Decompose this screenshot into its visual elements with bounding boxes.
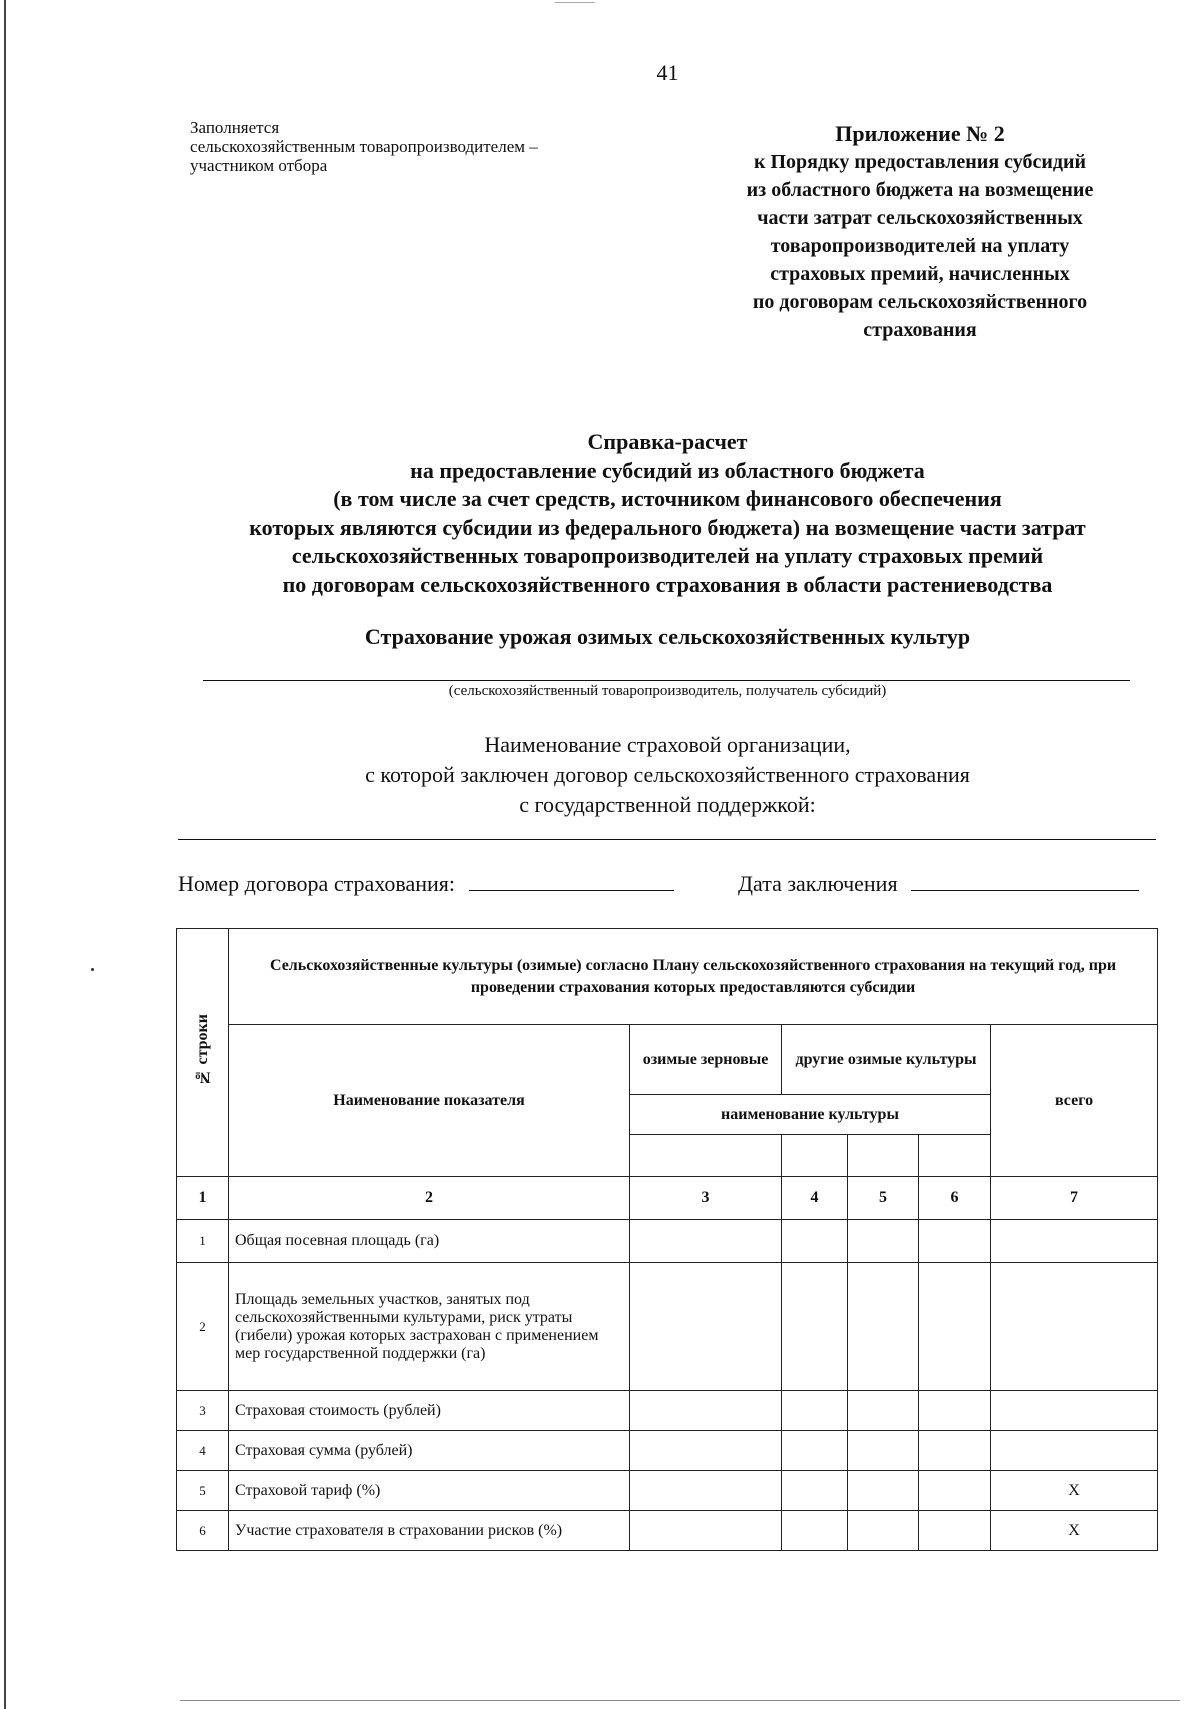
appendix-line: товаропроизводителей на уплату: [770, 235, 1070, 257]
appendix-line: по договорам сельскохозяйственного: [752, 291, 1088, 313]
scan-bottom-rule: [180, 1700, 1180, 1701]
row-indicator: Страховая сумма (рублей): [229, 1431, 630, 1471]
title-line: (в том числе за счет средств, источником финансового обеспечения: [333, 486, 1002, 511]
column-number: 2: [229, 1177, 630, 1220]
insurer-line-text: с государственной поддержкой:: [519, 792, 816, 817]
column-number: 5: [848, 1177, 919, 1220]
other-winter-header: другие озимые культуры: [782, 1025, 991, 1095]
indicator-header: Наименование показателя: [229, 1025, 630, 1177]
appendix-line: страхования: [863, 319, 977, 341]
scan-dot: [91, 968, 94, 971]
value-cell: [630, 1431, 782, 1471]
insurer-block: [0, 730, 1200, 820]
row-number: 2: [177, 1263, 229, 1391]
contract-number-blank: [469, 868, 674, 891]
column-number: 1: [177, 1177, 229, 1220]
table-row: [177, 1511, 1158, 1551]
total-cell: [991, 1220, 1158, 1263]
filled-by-note: [190, 118, 660, 175]
value-cell: [848, 1511, 919, 1551]
value-cell: [919, 1391, 991, 1431]
value-cell: [848, 1431, 919, 1471]
value-cell: [630, 1220, 782, 1263]
value-cell: [630, 1511, 782, 1551]
row-number-header-cell: [177, 929, 229, 1177]
appendix-title: Приложение № 2: [835, 121, 1005, 146]
calculation-table: [176, 928, 1158, 1551]
appendix-line: из областного бюджета на возмещение: [746, 179, 1094, 201]
value-cell: [782, 1391, 848, 1431]
crop-name-blank-cell: [630, 1135, 782, 1177]
title-line: которых являются субсидии из федерального бюджета) на возмещение части затрат: [249, 514, 1086, 540]
contract-number-row: [178, 868, 674, 897]
value-cell: [782, 1431, 848, 1471]
filled-by-line: Заполняется: [190, 118, 280, 137]
scan-top-mark: [555, 2, 595, 3]
value-cell: [848, 1263, 919, 1391]
crops-header: Сельскохозяйственные культуры (озимые) согласно Плану сельскохозяйственного страхования на текущий год, при проведении страхования которых предоставляются субсидии: [229, 929, 1158, 1025]
insurer-fill-line: [178, 839, 1156, 840]
row-indicator: Страховая стоимость (рублей): [229, 1391, 630, 1431]
insurer-line-text: с которой заключен договор сельскохозяйственного страхования: [365, 762, 970, 787]
appendix-header: [680, 120, 1160, 344]
value-cell: [630, 1471, 782, 1511]
table-row: [177, 1220, 1158, 1263]
title-line: на предоставление субсидий из областного бюджета: [410, 457, 925, 483]
row-indicator: Общая посевная площадь (га): [229, 1220, 630, 1263]
contract-number-label: Номер договора страхования:: [178, 871, 456, 896]
table-header-row: [177, 1025, 1158, 1095]
title-line: по договорам сельскохозяйственного страхования в области растениеводства: [282, 571, 1053, 597]
row-indicator: Страховой тариф (%): [229, 1471, 630, 1511]
title-line: Справка-расчет: [587, 429, 748, 454]
contract-date-blank: [911, 868, 1139, 891]
filled-by-line: сельскохозяйственным товаропроизводителем –: [190, 137, 538, 156]
insurer-line-text: Наименование страховой организации,: [484, 732, 851, 757]
value-cell: [782, 1263, 848, 1391]
table-row: [177, 1471, 1158, 1511]
row-number: 6: [177, 1511, 229, 1551]
crop-name-blank-cell: [919, 1135, 991, 1177]
table-row: [177, 1431, 1158, 1471]
value-cell: [630, 1391, 782, 1431]
value-cell: [848, 1220, 919, 1263]
crop-name-blank-cell: [848, 1135, 919, 1177]
value-cell: [919, 1471, 991, 1511]
contract-date-row: [738, 868, 1139, 897]
winter-grain-header: озимые зерновые: [630, 1025, 782, 1095]
row-indicator: Площадь земельных участков, занятых под сельскохозяйственными культурами, риск утраты (гибели) урожая которых застрахован с применением мер государственной поддержки (га): [229, 1263, 630, 1391]
row-number: 5: [177, 1471, 229, 1511]
total-cell: Х: [991, 1511, 1158, 1551]
column-number: 7: [991, 1177, 1158, 1220]
value-cell: [782, 1511, 848, 1551]
appendix-line: к Порядку предоставления субсидий: [753, 151, 1087, 173]
total-cell: [991, 1263, 1158, 1391]
table-header-row: [177, 929, 1158, 1025]
table-row: [177, 1391, 1158, 1431]
value-cell: [782, 1471, 848, 1511]
contract-date-label: Дата заключения: [738, 871, 898, 896]
producer-caption: (сельскохозяйственный товаропроизводитель, получатель субсидий): [448, 683, 887, 699]
crop-name-header: наименование культуры: [630, 1095, 991, 1135]
total-header: всего: [991, 1025, 1158, 1177]
total-cell: [991, 1391, 1158, 1431]
column-number-row: [177, 1177, 1158, 1220]
column-number: 4: [782, 1177, 848, 1220]
title-line: сельскохозяйственных товаропроизводителей на уплату страховых премий: [291, 543, 1044, 568]
document-title: [0, 428, 1200, 599]
value-cell: [919, 1220, 991, 1263]
producer-fill-line: [203, 680, 1130, 681]
total-cell: Х: [991, 1471, 1158, 1511]
value-cell: [919, 1431, 991, 1471]
value-cell: [630, 1263, 782, 1391]
row-indicator: Участие страхователя в страховании рисков (%): [229, 1511, 630, 1551]
row-number: 3: [177, 1391, 229, 1431]
filled-by-line: участником отбора: [190, 156, 328, 175]
appendix-line: страховых премий, начисленных: [770, 263, 1070, 285]
page-number: 41: [656, 60, 679, 85]
table-row: [177, 1263, 1158, 1391]
value-cell: [919, 1511, 991, 1551]
row-number: 4: [177, 1431, 229, 1471]
total-cell: [991, 1431, 1158, 1471]
row-number-header: № строки: [193, 1014, 211, 1086]
scan-left-border: [4, 0, 6, 1709]
row-number: 1: [177, 1220, 229, 1263]
appendix-line: части затрат сельскохозяйственных: [757, 207, 1083, 229]
column-number: 3: [630, 1177, 782, 1220]
document-subtitle: Страхование урожая озимых сельскохозяйственных культур: [364, 624, 971, 649]
value-cell: [782, 1220, 848, 1263]
crop-name-blank-cell: [782, 1135, 848, 1177]
value-cell: [919, 1263, 991, 1391]
column-number: 6: [919, 1177, 991, 1220]
value-cell: [848, 1391, 919, 1431]
value-cell: [848, 1471, 919, 1511]
